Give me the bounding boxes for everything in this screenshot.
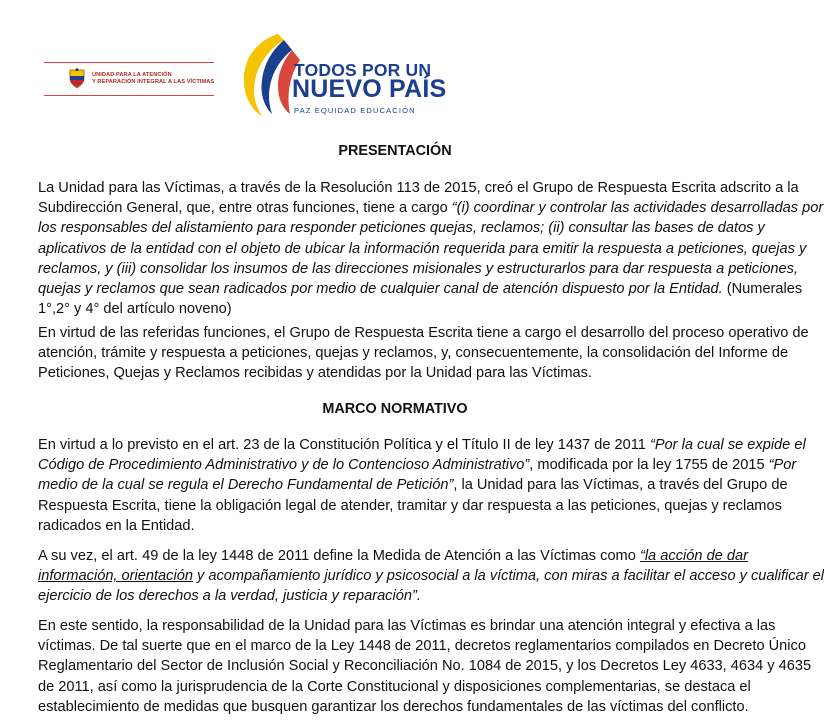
- text-line: 1°,2° y 4° del artículo noveno): [38, 301, 232, 318]
- text-line: de 2011, así como la jurisprudencia de la Corte Constitucional y disposiciones complementarias, se destaca el: [38, 678, 751, 695]
- text-line: [38, 435, 806, 455]
- text-line: atención, trámite y respuesta a peticiones, quejas y reclamos, y, consecuentemente, la consolidación del Informe de: [38, 345, 789, 362]
- text-line: [38, 455, 797, 475]
- slogan-line2: NUEVO PAÍS: [292, 75, 447, 103]
- text-line: [38, 198, 824, 218]
- underlined-quote: información, orientación: [38, 568, 193, 585]
- unidad-logo-line2: Y REPARACIÓN INTEGRAL A LAS VÍCTIMAS: [92, 79, 215, 85]
- italic-span: “Por la cual se expide el: [649, 437, 806, 453]
- text-line: Respuesta Escrita, tiene la obligación legal de atender, tramitar y dar respuesta a las peticiones, quejas y reclamos: [38, 497, 782, 514]
- text-line: víctimas. De tal suerte que en el marco de la Ley 1448 de 2011, decretos reglamentarios compilados en Decreto Único: [38, 638, 806, 655]
- paragraph-funciones: [38, 323, 809, 384]
- unidad-victimas-logo: [44, 62, 214, 96]
- underlined-quote: “la acción de dar: [639, 548, 748, 564]
- paragraph-responsabilidad: [38, 616, 812, 717]
- text-span: , modificada por la ley 1755 de 2015: [529, 457, 769, 474]
- text-line: En este sentido, la responsabilidad de la Unidad para las Víctimas es brindar una atención integral y efectiva a las: [38, 618, 776, 634]
- text-line: los responsables del alistamiento para responder peticiones quejas, reclamos; (ii) consultar las bases de datos y: [38, 220, 765, 237]
- italic-span: y acompañamiento jurídico y psicosocial a la víctima, con miras a facilitar el acceso y cualificar el: [192, 568, 824, 585]
- marco-normativo-heading: MARCO NORMATIVO: [322, 401, 468, 417]
- colombia-coat-of-arms-icon: [67, 68, 87, 90]
- paragraph-ley-1448: [38, 546, 824, 607]
- text-line: [38, 279, 803, 299]
- paragraph-resolucion: [38, 178, 824, 319]
- text-span: , la Unidad para las Víctimas, a través del Grupo de: [453, 477, 788, 494]
- text-line: [38, 566, 824, 586]
- presentacion-heading: PRESENTACIÓN: [338, 143, 452, 159]
- slogan-line3: PAZ EQUIDAD EDUCACIÓN: [294, 106, 416, 115]
- text-line: En virtud de las referidas funciones, el Grupo de Respuesta Escrita tiene a cargo el desarrollo del proceso operativo de: [38, 325, 809, 341]
- text-line: aplicativos de la entidad con el objeto de ubicar la información requerida para emitir la respuesta a peticiones, quejas y: [38, 240, 807, 257]
- text-line: establecimiento de medidas que busquen garantizar los derechos fundamentales de las víctimas del conflicto.: [38, 698, 749, 715]
- italic-span: quejas y reclamos que sean radicados por medio de cualquier canal de atención dispuesto por la Entidad.: [38, 281, 723, 298]
- paragraph-constitucion: [38, 435, 806, 536]
- slogan-line1: TODOS POR UN: [294, 60, 432, 80]
- text-span: A su vez, el art. 49 de la ley 1448 de 2011 define la Medida de Atención a las Víctimas como: [38, 548, 640, 564]
- logo-top-rule: [44, 62, 214, 63]
- unidad-logo-line1: UNIDAD PARA LA ATENCIÓN: [92, 72, 172, 78]
- italic-span: medio de la cual se regula el Derecho Fundamental de Petición”: [38, 477, 454, 494]
- text-span: En virtud a lo previsto en el art. 23 de la Constitución Política y el Título II de ley 1437 de 2011: [38, 437, 650, 453]
- text-line: [38, 546, 748, 566]
- colombia-swoosh-icon: [232, 28, 302, 120]
- italic-span: “Por: [768, 457, 797, 474]
- logo-bottom-rule: [44, 95, 214, 96]
- text-line: Reglamentario del Sector de Inclusión Social y Reconciliación No. 1084 de 2015, y los Decretos Ley 4633, 4634 y 4635: [38, 658, 812, 675]
- italic-span: Código de Procedimiento Administrativo y de lo Contencioso Administrativo”: [38, 457, 530, 474]
- text-span: Subdirección General, que, entre otras funciones, tiene a cargo: [38, 200, 452, 217]
- text-line: Peticiones, Quejas y Reclamos recibidas y atendidas por la Unidad para las Víctimas.: [38, 365, 593, 382]
- unidad-logo-text: [92, 72, 214, 86]
- text-line: reclamos, y (iii) consolidar los insumos de las direcciones misionales y estructurarlos para dar respuesta a peticiones,: [38, 260, 799, 277]
- italic-span: “(i) coordinar y controlar las actividades desarrolladas por: [451, 200, 824, 217]
- text-line: La Unidad para las Víctimas, a través de la Resolución 113 de 2015, creó el Grupo de Respuesta Escrita adscrito a la: [38, 180, 799, 196]
- todos-por-un-nuevo-pais-logo: [232, 28, 447, 120]
- text-line: radicados en la Entidad.: [38, 517, 195, 534]
- text-line: ejercicio de los derechos a la verdad, justicia y reparación”.: [38, 588, 421, 605]
- text-line: [38, 475, 788, 495]
- text-span: (Numerales: [722, 281, 803, 298]
